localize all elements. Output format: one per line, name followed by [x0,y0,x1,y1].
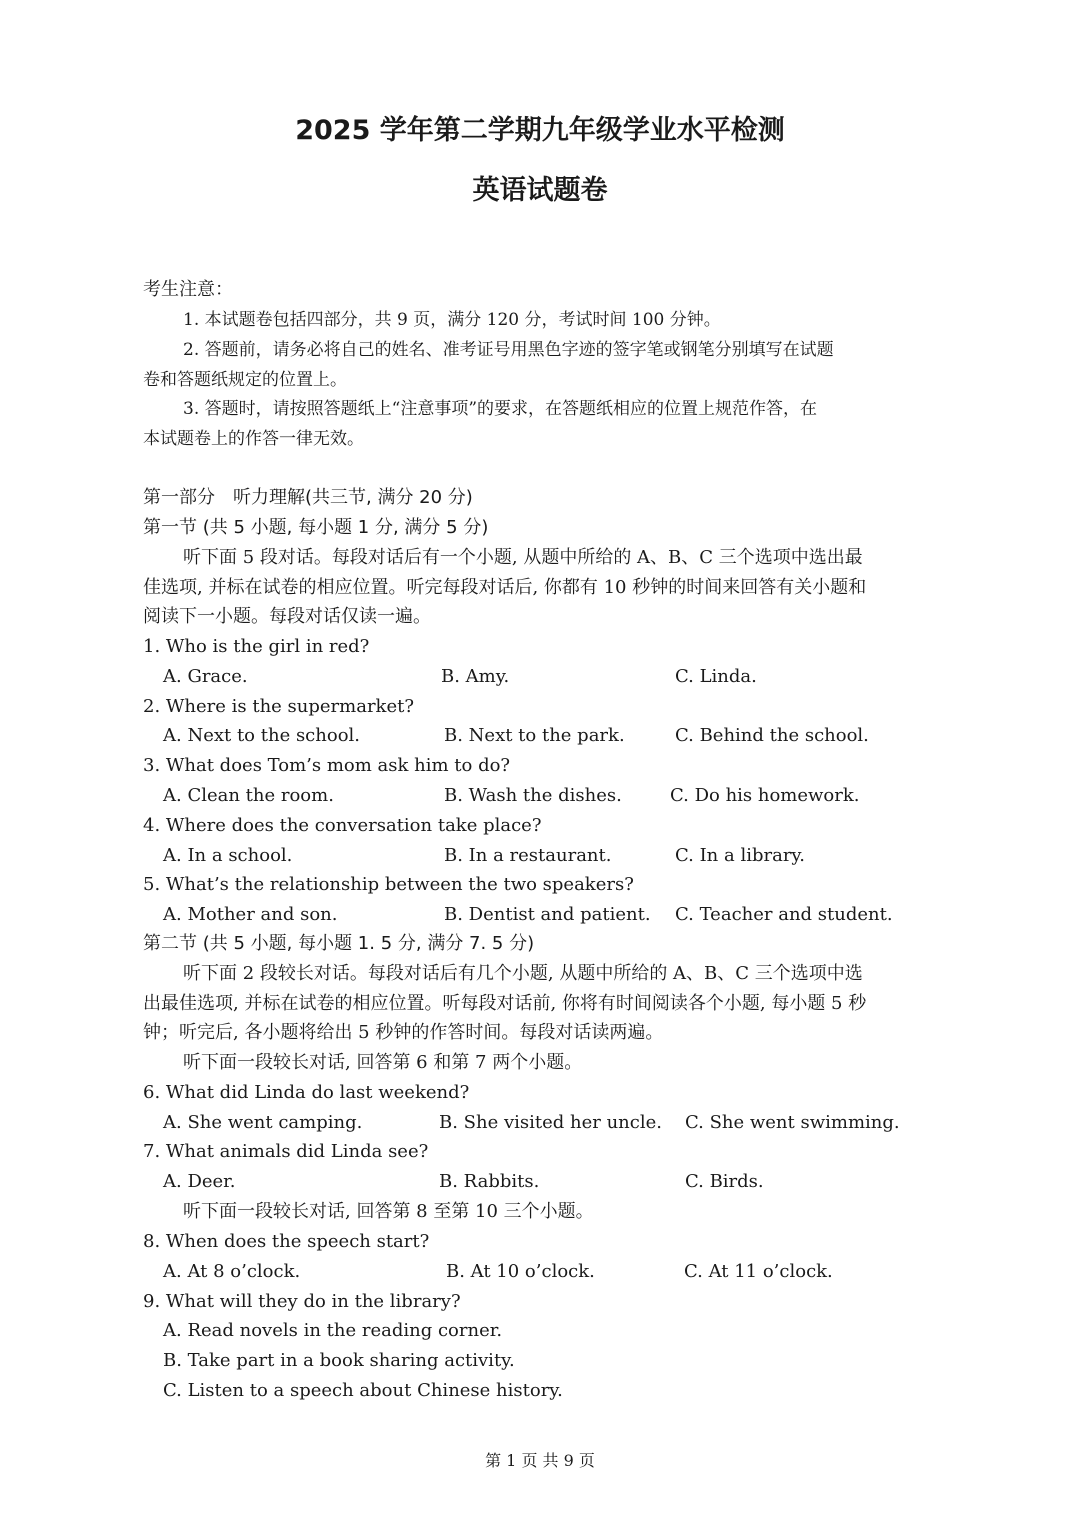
question-7: 7. What animals did Linda see? [143,1141,429,1162]
exam-subtitle: 英语试题卷 [472,175,608,206]
exam-title: 2025 学年第二学期九年级学业水平检测 [295,115,785,146]
q8-option-a: A. At 8 o’clock. [163,1261,301,1282]
notice-item-2-line-2: 卷和答题纸规定的位置上。 [143,370,347,390]
q9-option-c: C. Listen to a speech about Chinese history. [163,1380,563,1401]
notice-item-1: 1. 本试题卷包括四部分，共 9 页，满分 120 分，考试时间 100 分钟。 [183,310,721,330]
q5-option-c: C. Teacher and student. [675,904,893,925]
q8-option-b: B. At 10 o’clock. [446,1261,595,1282]
question-6: 6. What did Linda do last weekend? [143,1082,470,1103]
question-3: 3. What does Tom’s mom ask him to do? [143,755,511,776]
section2-instructions-line-1: 听下面 2 段较长对话。每段对话后有几个小题, 从题中所给的 A、B、C 三个选项中选 [183,963,863,984]
q5-option-a: A. Mother and son. [163,904,338,925]
q5-option-b: B. Dentist and patient. [444,904,651,925]
section2-note-2: 听下面一段较长对话, 回答第 8 至第 10 三个小题。 [183,1201,594,1222]
q2-option-b: B. Next to the park. [444,725,625,746]
question-8: 8. When does the speech start? [143,1231,430,1252]
q7-option-c: C. Birds. [685,1171,764,1192]
q1-option-c: C. Linda. [675,666,757,687]
section2-note-1: 听下面一段较长对话, 回答第 6 和第 7 两个小题。 [183,1052,583,1073]
q1-option-b: B. Amy. [441,666,510,687]
q6-option-b: B. She visited her uncle. [439,1112,662,1133]
q1-option-a: A. Grace. [163,666,248,687]
notice-item-3-line-2: 本试题卷上的作答一律无效。 [143,429,364,449]
q4-option-b: B. In a restaurant. [444,845,612,866]
section2-instructions-line-2: 出最佳选项, 并标在试卷的相应位置。听每段对话前, 你将有时间阅读各个小题, 每小题 5 秒 [143,993,867,1014]
q7-option-a: A. Deer. [163,1171,236,1192]
section1-instructions-line-3: 阅读下一小题。每段对话仅读一遍。 [143,606,431,627]
notice-heading: 考生注意： [143,279,233,300]
q3-option-a: A. Clean the room. [163,785,334,806]
q2-option-a: A. Next to the school. [163,725,361,746]
q2-option-c: C. Behind the school. [675,725,869,746]
q8-option-c: C. At 11 o’clock. [684,1261,833,1282]
question-5: 5. What’s the relationship between the two speakers? [143,874,634,895]
notice-item-3-line-1: 3. 答题时，请按照答题纸上“注意事项”的要求，在答题纸相应的位置上规范作答，在 [183,399,818,419]
page-footer: 第 1 页 共 9 页 [485,1451,595,1470]
q9-option-a: A. Read novels in the reading corner. [163,1320,503,1341]
q6-option-a: A. She went camping. [163,1112,363,1133]
section1-heading: 第一节 (共 5 小题, 每小题 1 分, 满分 5 分) [143,517,489,538]
q6-option-c: C. She went swimming. [685,1112,900,1133]
q4-option-c: C. In a library. [675,845,805,866]
part1-heading: 第一部分 听力理解(共三节, 满分 20 分) [143,487,473,508]
q9-option-b: B. Take part in a book sharing activity. [163,1350,515,1371]
question-4: 4. Where does the conversation take place? [143,815,542,836]
notice-item-2-line-1: 2. 答题前，请务必将自己的姓名、准考证号用黑色字迹的签字笔或钢笔分别填写在试题 [183,340,834,360]
question-2: 2. Where is the supermarket? [143,696,414,717]
section1-instructions-line-1: 听下面 5 段对话。每段对话后有一个小题, 从题中所给的 A、B、C 三个选项中选出最 [183,547,863,568]
q4-option-a: A. In a school. [163,845,293,866]
section2-heading: 第二节 (共 5 小题, 每小题 1. 5 分, 满分 7. 5 分) [143,933,535,954]
section2-instructions-line-3: 钟；听完后, 各小题将给出 5 秒钟的作答时间。每段对话读两遍。 [143,1022,664,1043]
q3-option-c: C. Do his homework. [670,785,860,806]
question-1: 1. Who is the girl in red? [143,636,370,657]
section1-instructions-line-2: 佳选项, 并标在试卷的相应位置。听完每段对话后, 你都有 10 秒钟的时间来回答有关小题和 [143,577,867,598]
question-9: 9. What will they do in the library? [143,1291,461,1312]
q3-option-b: B. Wash the dishes. [444,785,622,806]
q7-option-b: B. Rabbits. [439,1171,540,1192]
